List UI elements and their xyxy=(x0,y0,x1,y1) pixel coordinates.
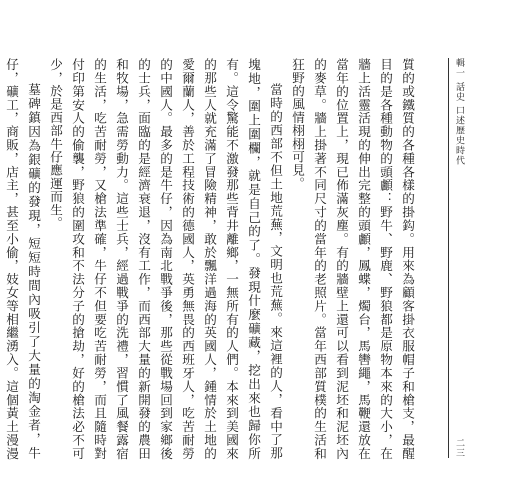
paragraph: 墓碑鎮因為銀礦的發現，短短時間內吸引了大量的淘金者，牛仔，礦工，商販，店主，甚至小偷，妓女等相繼湧入。這個黃土漫漫 xyxy=(4,58,41,460)
chapter-mark: 輯一 話史 xyxy=(454,58,464,102)
paragraph: 當時的西部不但土地荒蕪，文明也荒蕪。來這裡的人，看中了那塊地，圍上圍欄，就是自己的了。發現什麼礦藏，挖出來也歸你所有。這令驚能不激發那些背井離鄉，一無所有的人們。本來到美國來的那些人就充滿了冒險精神，敢於飄洋過海的英國人，鍾情於土地的愛爾蘭人，善於工程技術的德國人，英勇無畏的西班牙人，吃苦耐勞的中國人。最多的是牛仔，因為南北戰爭後，那些從戰場回到家鄉後的士兵，面臨的是經濟衰退，沒有工作，而西部大量的新開發的農田和牧場，急需勞動力。這些士兵，經過戰爭的洗禮，習慣了風餐露宿的生活，吃苦耐勞，又槍法準確，牛仔不但要吃苦耐勞，而且隨時對付印第安人的偷襲，野狼的圍攻和不法分子的搶劫，好的槍法必不可少，於是西部牛仔應運而生。 xyxy=(48,58,283,460)
paragraph: 質的或鐵質的各種各樣的掛鈎。用來為顧客掛衣服帽子和槍支，最醒目的是各種動物的頭顱：野牛、野鹿、野狼都是原物本來的大小，在牆上活靈活現的伸出完整的頭顱，鳳蝶，燭台，馬轡繩，馬鞭還放在當年的位置上，現已佈滿灰塵。有的牆壁上還可以看到泥坯和泥坯內的麥草。牆上掛著不同尺寸的當年的老照片。當年西部質樸的生活和狂野的風情栩栩可見。 xyxy=(290,58,415,460)
body-text xyxy=(4,58,418,460)
section-title: 口述歷史時代 xyxy=(454,105,464,166)
running-head xyxy=(448,58,469,458)
page-number: 二三 xyxy=(454,438,464,458)
